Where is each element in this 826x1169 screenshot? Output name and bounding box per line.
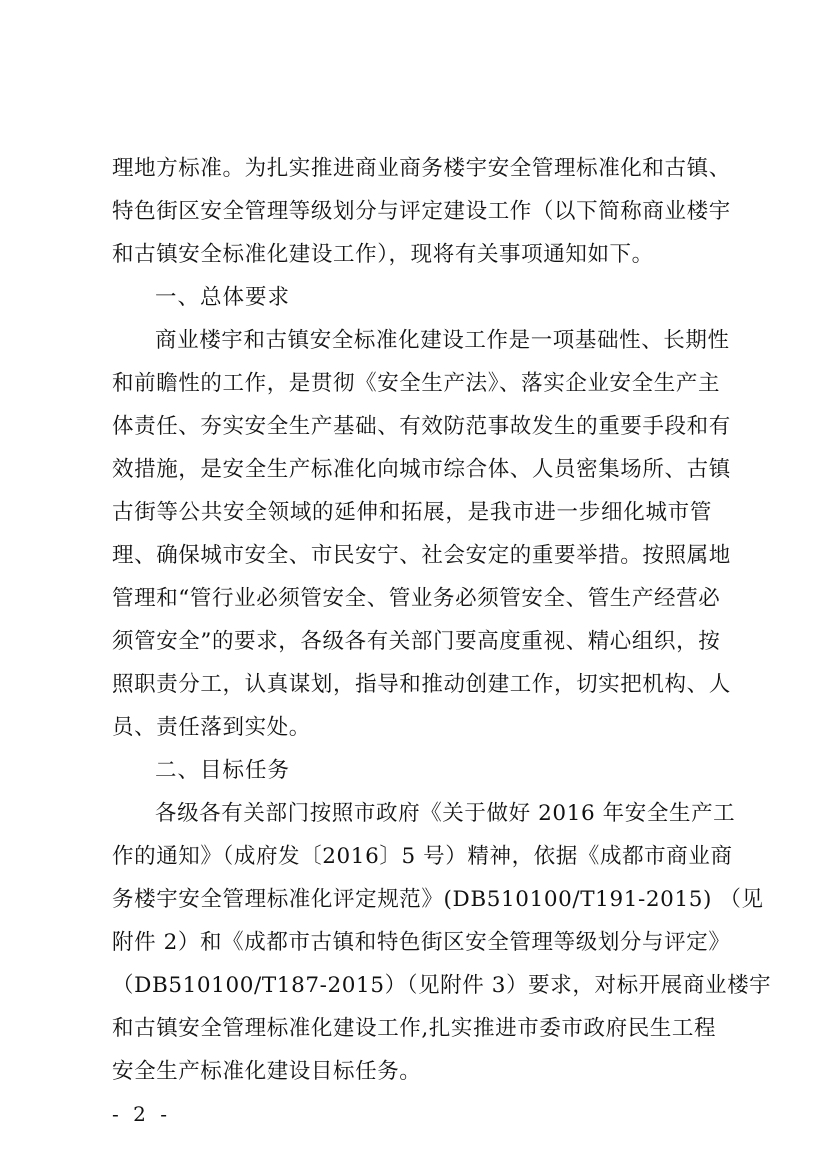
paragraph-line: 照职责分工，认真谋划，指导和推动创建工作，切实把机构、人 [112,672,731,697]
paragraph-line: 各级各有关部门按照市政府《关于做好 2016 年安全生产工 [155,801,736,826]
paragraph-line: 安全生产标准化建设目标任务。 [112,1059,422,1084]
section-heading-1: 一、总体要求 [155,285,291,310]
paragraph-line: 古街等公共安全领域的延伸和拓展，是我市进一步细化城市管 [112,500,712,525]
paragraph-line: 商业楼宇和古镇安全标准化建设工作是一项基础性、长期性 [155,328,730,353]
paragraph-line: 管理和“管行业必须管安全、管业务必须管安全、管生产经营必 [112,586,721,611]
paragraph-line: 须管安全”的要求，各级各有关部门要高度重视、精心组织，按 [112,629,721,654]
paragraph-line: 理、确保城市安全、市民安宁、社会安定的重要举措。按照属地 [112,543,731,568]
paragraph-line: 特色街区安全管理等级划分与评定建设工作（以下简称商业楼宇 [112,199,731,224]
paragraph-line: 员、责任落到实处。 [112,715,311,740]
paragraph-line: 和前瞻性的工作，是贯彻《安全生产法》、落实企业安全生产主 [112,371,721,396]
paragraph-line: 体责任、夯实安全生产基础、有效防范事故发生的重要手段和有 [112,414,731,439]
paragraph-line: 和古镇安全标准化建设工作），现将有关事项通知如下。 [112,242,654,267]
section-heading-2: 二、目标任务 [155,758,291,783]
paragraph-line: 作的通知》（成府发〔2016〕5 号）精神，依据《成都市商业商 [112,844,733,869]
paragraph-line: 附件 2）和《成都市古镇和特色街区安全管理等级划分与评定》 [112,930,731,955]
paragraph-line: （DB510100/T187-2015）（见附件 3）要求，对标开展商业楼宇 [112,973,772,998]
page-number: - 2 - [112,1102,171,1126]
paragraph-line: 务楼宇安全管理标准化评定规范》(DB510100/T191-2015) （见 [112,887,764,912]
paragraph-line: 理地方标准。为扎实推进商业商务楼宇安全管理标准化和古镇、 [112,156,731,181]
paragraph-line: 和古镇安全管理标准化建设工作,扎实推进市委市政府民生工程 [112,1016,717,1041]
paragraph-line: 效措施，是安全生产标准化向城市综合体、人员密集场所、古镇 [112,457,731,482]
